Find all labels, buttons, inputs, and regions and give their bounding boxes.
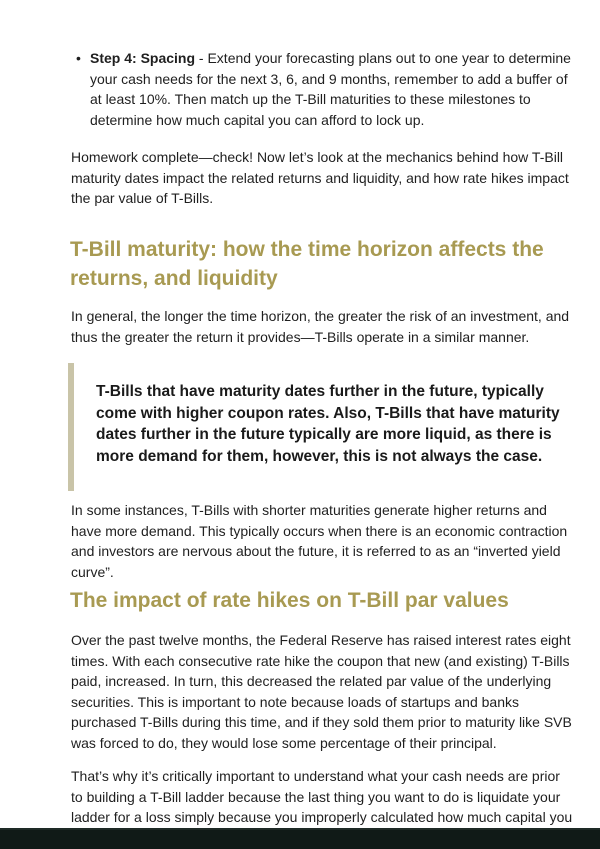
step-4-label: Step 4: Spacing bbox=[90, 50, 196, 66]
pull-quote bbox=[68, 363, 568, 491]
footer-bar bbox=[0, 830, 600, 849]
maturity-paragraph-2: In some instances, T-Bills with shorter maturities generate higher returns and have more demand. This typically occurs when there is an economic contraction and investors are nervous about the future, it is referred to as an “inverted yield curve”. bbox=[71, 502, 568, 580]
step-4-bullet bbox=[76, 48, 572, 130]
step-4-text bbox=[90, 48, 572, 130]
quote-bar bbox=[68, 363, 74, 491]
section-heading-maturity: T-Bill maturity: how the time horizon affects the returns, and liquidity bbox=[70, 238, 544, 290]
maturity-paragraph-1: In general, the longer the time horizon, the greater the risk of an investment, and thus the greater the return it provides—T-Bills operate in a similar manner. bbox=[71, 308, 570, 345]
section-heading-rate-hikes: The impact of rate hikes on T-Bill par values bbox=[70, 589, 509, 612]
bullet-dot-icon: • bbox=[76, 50, 81, 66]
step-4-body: - Extend your forecasting plans out to one year to determine your cash needs for the next 3, 6, and 9 months, remember to add a buffer of at least 10%. Then match up the T-Bill maturities to these milestones to determine how much capital you can afford to lock up. bbox=[90, 50, 571, 128]
rate-hikes-paragraph-1: Over the past twelve months, the Federal Reserve has raised interest rates eight times. With each consecutive rate hike the coupon that new (and existing) T-Bills paid, increased. In turn, this decreased the related par value of the underlying securities. This is important to note because loads of startups and banks purchased T-Bills during this time, and if they sold them prior to maturity like SVB was forced to do, they would lose some percentage of their principal. bbox=[71, 632, 572, 751]
intro-paragraph: Homework complete—check! Now let’s look at the mechanics behind how T-Bill maturity dates impact the related returns and liquidity, and how rate hikes impact the par value of T-Bills. bbox=[71, 149, 569, 206]
rate-hikes-paragraph-2: That’s why it’s critically important to understand what your cash needs are prior to building a T-Bill ladder because the last thing you want to do is liquidate your ladder for a loss simply because you improperly calculated how much capital you bbox=[71, 768, 573, 825]
quote-text: T-Bills that have maturity dates further in the future, typically come with higher coupon rates. Also, T-Bills that have maturity dates further in the future typically are more liquid, as there is more demand for them, however, this is not always the case. bbox=[96, 383, 560, 465]
